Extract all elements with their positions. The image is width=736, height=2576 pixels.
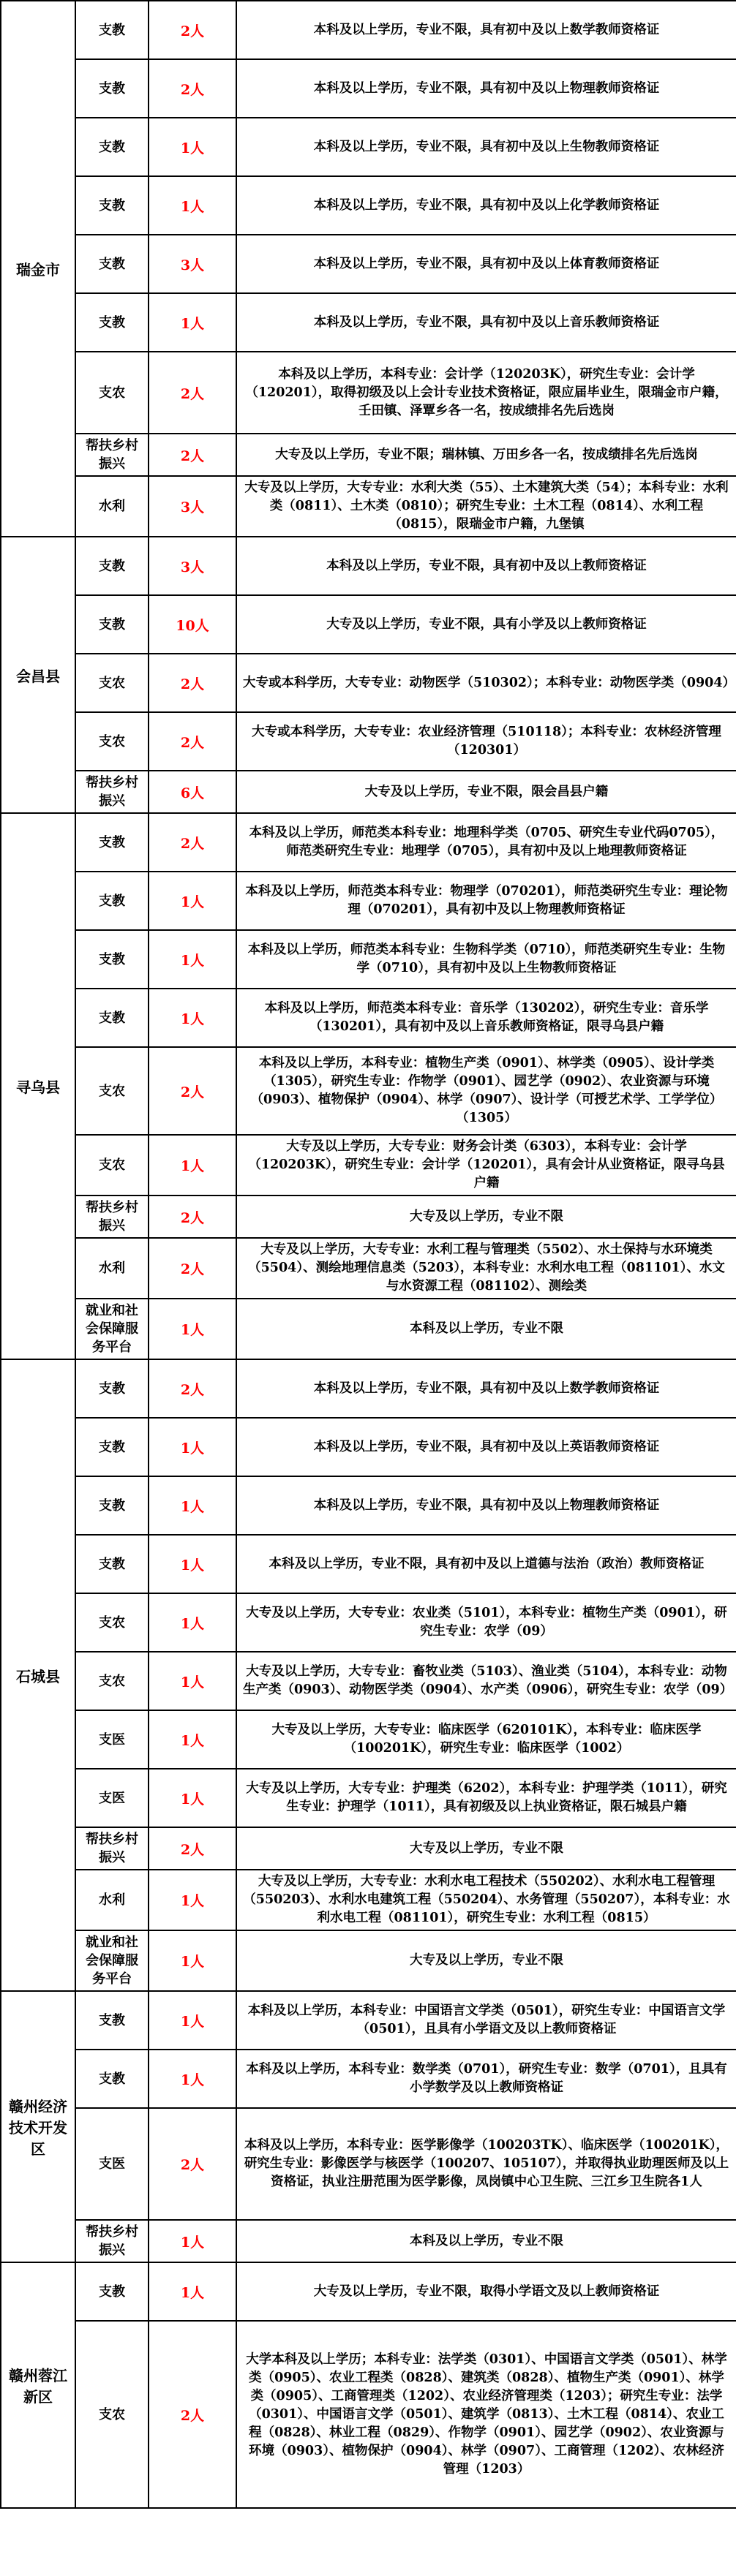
requirement-cell: 本科及以上学历，专业不限，具有初中及以上物理教师资格证 [236, 1476, 736, 1535]
requirement-cell: 本科及以上学历，本科专业：会计学（120203K），研究生专业：会计学（120201），取得初级及以上会计专业技术资格证，限应届毕业生，限瑞金市户籍，壬田镇、泽覃乡各一名，按成绩排名先后选岗 [236, 352, 736, 434]
post-type-cell: 帮扶乡村振兴 [75, 1827, 149, 1870]
requirement-cell: 本科及以上学历，专业不限，具有初中及以上音乐教师资格证 [236, 293, 736, 352]
headcount-cell: 2人 [149, 1238, 236, 1299]
table-row [1, 2108, 736, 2220]
table-row [1, 2321, 736, 2508]
post-type-cell: 支医 [75, 1769, 149, 1827]
table-row [1, 2220, 736, 2262]
table-row [1, 595, 736, 654]
headcount-cell: 2人 [149, 1827, 236, 1870]
requirement-cell: 本科及以上学历，专业不限 [236, 1299, 736, 1359]
post-type-cell: 帮扶乡村振兴 [75, 2220, 149, 2262]
requirement-cell: 本科及以上学历，本科专业：医学影像学（100203TK）、临床医学（100201K），研究生专业：影像医学与核医学（100207、105107），并取得执业助理医师及以上资格证，执业注册范围为医学影像，凤岗镇中心卫生院、三江乡卫生院各1人 [236, 2108, 736, 2220]
table-row [1, 1418, 736, 1476]
requirement-cell: 大专及以上学历，专业不限 [236, 1930, 736, 1991]
table-row [1, 813, 736, 872]
headcount-cell: 1人 [149, 1299, 236, 1359]
headcount-cell: 2人 [149, 2321, 236, 2508]
table-row [1, 1, 736, 59]
headcount-cell: 1人 [149, 2220, 236, 2262]
headcount-cell: 2人 [149, 654, 236, 712]
post-type-cell: 支教 [75, 2262, 149, 2321]
table-row [1, 2262, 736, 2321]
requirement-cell: 本科及以上学历，专业不限，具有初中及以上体育教师资格证 [236, 235, 736, 293]
post-type-cell: 帮扶乡村振兴 [75, 434, 149, 476]
requirement-cell: 本科及以上学历，本科专业：植物生产类（0901）、林学类（0905）、设计学类（1305），研究生专业：作物学（0901）、园艺学（0902）、农业资源与环境（0903）、植物保护（0904）、林学（0907）、设计学（可授艺术学、工学学位）（1305） [236, 1047, 736, 1135]
headcount-cell: 2人 [149, 2108, 236, 2220]
table-row [1, 872, 736, 930]
headcount-cell: 1人 [149, 930, 236, 989]
table-row [1, 1991, 736, 2050]
post-type-cell: 支教 [75, 537, 149, 595]
post-type-cell: 支教 [75, 989, 149, 1047]
headcount-cell: 1人 [149, 1991, 236, 2050]
table-row [1, 476, 736, 537]
requirement-cell: 大专及以上学历，大专专业：畜牧业类（5103）、渔业类（5104），本科专业：动物生产类（0903）、动物医学类（0904）、水产类（0906），研究生专业：农学（09） [236, 1652, 736, 1710]
post-type-cell: 支农 [75, 654, 149, 712]
requirement-cell: 本科及以上学历，专业不限，具有初中及以上数学教师资格证 [236, 1, 736, 59]
headcount-cell: 1人 [149, 989, 236, 1047]
table-row [1, 352, 736, 434]
requirement-cell: 大专及以上学历，大专专业：水利大类（55）、土木建筑大类（54）；本科专业：水利类（0811）、土木类（0810）；研究生专业：土木工程（0814）、水利工程（0815），限瑞金市户籍，九堡镇 [236, 476, 736, 537]
table-row [1, 176, 736, 235]
post-type-cell: 就业和社会保障服务平台 [75, 1930, 149, 1991]
headcount-cell: 3人 [149, 235, 236, 293]
county-cell: 石城县 [1, 1359, 75, 1991]
requirement-cell: 本科及以上学历，专业不限，具有初中及以上数学教师资格证 [236, 1359, 736, 1418]
headcount-cell: 3人 [149, 476, 236, 537]
post-type-cell: 支农 [75, 1652, 149, 1710]
headcount-cell: 1人 [149, 1710, 236, 1769]
headcount-cell: 2人 [149, 434, 236, 476]
headcount-cell: 2人 [149, 59, 236, 118]
headcount-cell: 3人 [149, 537, 236, 595]
requirement-cell: 本科及以上学历，师范类本科专业：物理学（070201），师范类研究生专业：理论物理（070201），具有初中及以上物理教师资格证 [236, 872, 736, 930]
headcount-cell: 1人 [149, 176, 236, 235]
table-row [1, 1827, 736, 1870]
post-type-cell: 支医 [75, 1710, 149, 1769]
requirement-cell: 本科及以上学历，专业不限，具有初中及以上化学教师资格证 [236, 176, 736, 235]
requirement-cell: 大专及以上学历，大专专业：财务会计类（6303），本科专业：会计学（120203K），研究生专业：会计学（120201），具有会计从业资格证，限寻乌县户籍 [236, 1135, 736, 1196]
table-row [1, 771, 736, 813]
table-row [1, 1710, 736, 1769]
requirement-cell: 本科及以上学历，师范类本科专业：音乐学（130202），研究生专业：音乐学（130201），具有初中及以上音乐教师资格证，限寻乌县户籍 [236, 989, 736, 1047]
table-row [1, 1769, 736, 1827]
requirement-cell: 大专及以上学历，专业不限 [236, 1827, 736, 1870]
post-type-cell: 支农 [75, 712, 149, 771]
table-row [1, 1196, 736, 1238]
post-type-cell: 支教 [75, 1418, 149, 1476]
headcount-cell: 1人 [149, 1135, 236, 1196]
post-type-cell: 水利 [75, 1238, 149, 1299]
table-row [1, 930, 736, 989]
headcount-cell: 1人 [149, 1769, 236, 1827]
table-row [1, 1535, 736, 1593]
post-type-cell: 支农 [75, 2321, 149, 2508]
requirement-cell: 大专及以上学历，大专专业：农业类（5101），本科专业：植物生产类（0901），研究生专业：农学（09） [236, 1593, 736, 1652]
requirement-cell: 大专及以上学历，专业不限；瑞林镇、万田乡各一名，按成绩排名先后选岗 [236, 434, 736, 476]
headcount-cell: 1人 [149, 118, 236, 176]
post-type-cell: 支教 [75, 813, 149, 872]
post-type-cell: 支农 [75, 1135, 149, 1196]
table-row [1, 2050, 736, 2108]
table-row [1, 118, 736, 176]
requirement-cell: 本科及以上学历，本科专业：中国语言文学类（0501），研究生专业：中国语言文学（0501），且具有小学语文及以上教师资格证 [236, 1991, 736, 2050]
headcount-cell: 1人 [149, 1930, 236, 1991]
headcount-cell: 2人 [149, 712, 236, 771]
post-type-cell: 支教 [75, 1991, 149, 2050]
requirement-cell: 大专及以上学历，大专专业：水利工程与管理类（5502）、水土保持与水环境类（5504）、测绘地理信息类（5203），本科专业：水利水电工程（081101）、水文与水资源工程（081102）、测绘类 [236, 1238, 736, 1299]
post-type-cell: 支教 [75, 235, 149, 293]
table-row [1, 434, 736, 476]
post-type-cell: 帮扶乡村振兴 [75, 1196, 149, 1238]
table-row [1, 1930, 736, 1991]
table-row [1, 1047, 736, 1135]
headcount-cell: 1人 [149, 1535, 236, 1593]
table-row [1, 1870, 736, 1930]
post-type-cell: 支教 [75, 872, 149, 930]
table-row [1, 1135, 736, 1196]
post-type-cell: 支教 [75, 176, 149, 235]
requirement-cell: 大专及以上学历，大专专业：水利水电工程技术（550202）、水利水电工程管理（550203）、水利水电建筑工程（550204）、水务管理（550207），本科专业：水利水电工程（081101），研究生专业：水利工程（0815） [236, 1870, 736, 1930]
headcount-cell: 1人 [149, 1652, 236, 1710]
post-type-cell: 就业和社会保障服务平台 [75, 1299, 149, 1359]
post-type-cell: 支教 [75, 1359, 149, 1418]
headcount-cell: 2人 [149, 352, 236, 434]
headcount-cell: 1人 [149, 1870, 236, 1930]
post-type-cell: 支教 [75, 118, 149, 176]
requirement-cell: 本科及以上学历，专业不限 [236, 2220, 736, 2262]
post-type-cell: 帮扶乡村振兴 [75, 771, 149, 813]
post-type-cell: 支教 [75, 1, 149, 59]
table-row [1, 1652, 736, 1710]
table-row [1, 293, 736, 352]
requirement-cell: 大学本科及以上学历；本科专业：法学类（0301）、中国语言文学类（0501）、林学类（0905）、农业工程类（0828）、建筑类（0828）、植物生产类（0901）、林学类（0905）、工商管理类（1202）、农业经济管理类（1203）；研究生专业：法学（0301）、中国语言文学（0501）、建筑学（0813）、土木工程（0814）、农业工程（0828）、林业工程（0829）、作物学（0901）、园艺学（0902）、农业资源与环境（0903）、植物保护（0904）、林学（0907）、工商管理（1202）、农林经济管理（1203） [236, 2321, 736, 2508]
post-type-cell: 水利 [75, 1870, 149, 1930]
headcount-cell: 2人 [149, 1359, 236, 1418]
post-type-cell: 支医 [75, 2108, 149, 2220]
table-row [1, 654, 736, 712]
table-row [1, 1476, 736, 1535]
post-type-cell: 支教 [75, 1476, 149, 1535]
headcount-cell: 10人 [149, 595, 236, 654]
post-type-cell: 支教 [75, 293, 149, 352]
requirement-cell: 大专或本科学历，大专专业：动物医学（510302）；本科专业：动物医学类（0904） [236, 654, 736, 712]
county-cell: 瑞金市 [1, 1, 75, 537]
table-row [1, 989, 736, 1047]
table-row [1, 1593, 736, 1652]
requirement-cell: 本科及以上学历，本科专业：数学类（0701），研究生专业：数学（0701），且具有小学数学及以上教师资格证 [236, 2050, 736, 2108]
headcount-cell: 1人 [149, 2050, 236, 2108]
county-cell: 赣州经济技术开发区 [1, 1991, 75, 2262]
headcount-cell: 2人 [149, 1, 236, 59]
post-type-cell: 支教 [75, 1535, 149, 1593]
requirement-cell: 本科及以上学历，专业不限，具有初中及以上英语教师资格证 [236, 1418, 736, 1476]
requirement-cell: 大专及以上学历，专业不限，具有小学及以上教师资格证 [236, 595, 736, 654]
requirement-cell: 大专及以上学历，专业不限，取得小学语文及以上教师资格证 [236, 2262, 736, 2321]
requirement-cell: 本科及以上学历，师范类本科专业：地理科学类（0705、研究生专业代码0705），师范类研究生专业：地理学（0705），具有初中及以上地理教师资格证 [236, 813, 736, 872]
headcount-cell: 1人 [149, 293, 236, 352]
headcount-cell: 1人 [149, 1476, 236, 1535]
post-type-cell: 支教 [75, 930, 149, 989]
requirement-cell: 本科及以上学历，专业不限，具有初中及以上生物教师资格证 [236, 118, 736, 176]
headcount-cell: 2人 [149, 813, 236, 872]
post-type-cell: 水利 [75, 476, 149, 537]
table-row [1, 537, 736, 595]
headcount-cell: 1人 [149, 2262, 236, 2321]
headcount-cell: 1人 [149, 1418, 236, 1476]
headcount-cell: 1人 [149, 1593, 236, 1652]
requirement-cell: 本科及以上学历，师范类本科专业：生物科学类（0710），师范类研究生专业：生物学（0710），具有初中及以上生物教师资格证 [236, 930, 736, 989]
table-row [1, 235, 736, 293]
requirement-cell: 大专及以上学历，专业不限 [236, 1196, 736, 1238]
headcount-cell: 1人 [149, 872, 236, 930]
post-type-cell: 支教 [75, 59, 149, 118]
post-type-cell: 支农 [75, 1047, 149, 1135]
table-row [1, 1238, 736, 1299]
county-cell: 寻乌县 [1, 813, 75, 1359]
county-cell: 赣州蓉江新区 [1, 2262, 75, 2508]
post-type-cell: 支农 [75, 1593, 149, 1652]
table-row [1, 712, 736, 771]
headcount-cell: 6人 [149, 771, 236, 813]
county-cell: 会昌县 [1, 537, 75, 813]
table-row [1, 1359, 736, 1418]
table-row [1, 1299, 736, 1359]
headcount-cell: 2人 [149, 1196, 236, 1238]
post-type-cell: 支教 [75, 2050, 149, 2108]
post-type-cell: 支教 [75, 595, 149, 654]
headcount-cell: 2人 [149, 1047, 236, 1135]
table-row [1, 59, 736, 118]
requirement-cell: 大专及以上学历，大专专业：临床医学（620101K），本科专业：临床医学（100201K），研究生专业：临床医学（1002） [236, 1710, 736, 1769]
requirement-cell: 本科及以上学历，专业不限，具有初中及以上教师资格证 [236, 537, 736, 595]
table-body [1, 1, 736, 2508]
requirement-cell: 本科及以上学历，专业不限，具有初中及以上物理教师资格证 [236, 59, 736, 118]
requirement-cell: 大专及以上学历，专业不限，限会昌县户籍 [236, 771, 736, 813]
requirement-cell: 大专或本科学历，大专专业：农业经济管理（510118）；本科专业：农林经济管理（120301） [236, 712, 736, 771]
requirement-cell: 本科及以上学历，专业不限，具有初中及以上道德与法治（政治）教师资格证 [236, 1535, 736, 1593]
requirement-cell: 大专及以上学历，大专专业：护理类（6202），本科专业：护理学类（1011），研究生专业：护理学（1011），具有初级及以上执业资格证，限石城县户籍 [236, 1769, 736, 1827]
post-type-cell: 支农 [75, 352, 149, 434]
